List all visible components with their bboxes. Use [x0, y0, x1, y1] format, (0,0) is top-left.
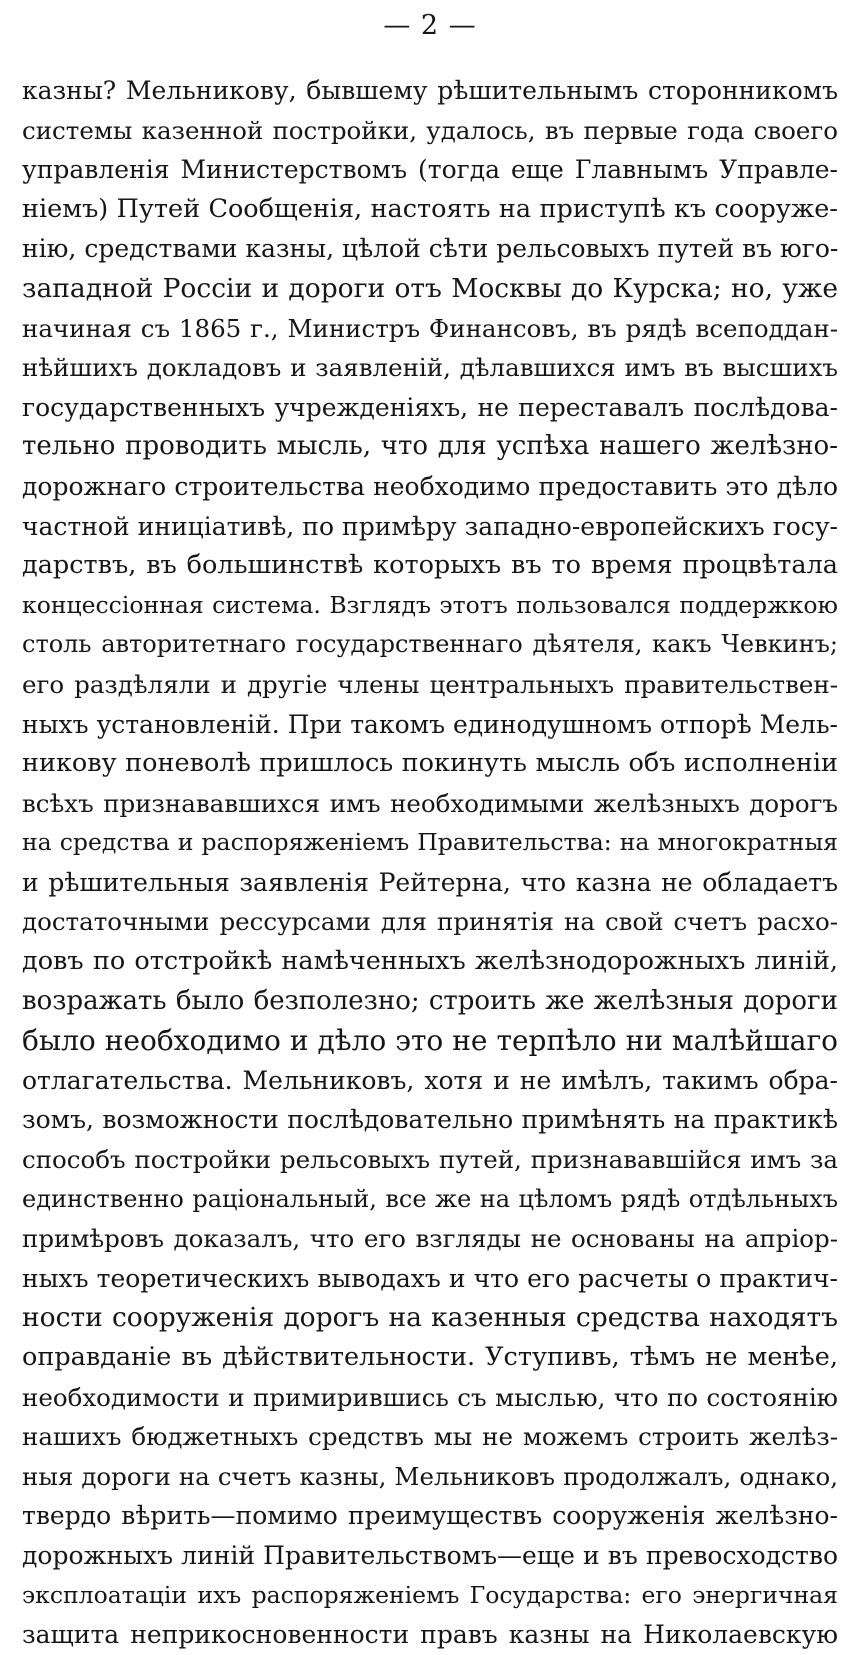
- text-line: системы казенной постройки, удалось, въ первые года своего: [22, 115, 838, 145]
- text-line: примѣровъ доказалъ, что его взгляды не основаны на апріор-: [22, 1224, 838, 1254]
- text-line: твердо вѣрить—помимо преимуществъ сооруженія желѣзно-: [22, 1501, 838, 1531]
- text-line: единственно раціональный, все же на цѣломъ рядѣ отдѣльныхъ: [22, 1184, 838, 1213]
- text-line: ныхъ установленій. При такомъ единодушномъ отпорѣ Мель-: [22, 709, 838, 739]
- text-line: необходимости и примирившись съ мыслью, что по состоянію: [22, 1382, 838, 1412]
- text-line: защита неприкосновенности правъ казны на Николаевскую: [22, 1620, 838, 1650]
- text-line: начиная съ 1865 г., Министръ Финансовъ, въ рядѣ всеподдан-: [22, 313, 838, 343]
- text-line: ности сооруженія дорогъ на казенныя средства находятъ: [22, 1302, 838, 1334]
- text-line: дарствъ, въ большинствѣ которыхъ въ то время процвѣтала: [22, 550, 838, 581]
- text-line: концессіонная система. Взглядъ этотъ пользовался поддержкою: [22, 590, 838, 619]
- text-line: ныхъ теоретическихъ выводахъ и что его расчеты о практич-: [22, 1263, 838, 1293]
- text-line: всѣхъ признававшихся имъ необходимыми желѣзныхъ дорогъ: [22, 788, 838, 818]
- text-line: и рѣшительныя заявленія Рейтерна, что казна не обладаетъ: [22, 867, 838, 897]
- text-line: зомъ, возможности послѣдовательно примѣнять на практикѣ: [22, 1105, 838, 1135]
- text-line: тельно проводить мысль, что для успѣха нашего желѣзно-: [22, 431, 838, 462]
- text-line: управленія Министерствомъ (тогда еще Главнымъ Управле-: [22, 155, 838, 185]
- body-text: [22, 71, 838, 1655]
- text-line: дорожнаго строительства необходимо предоставить это дѣло: [22, 471, 838, 501]
- text-line: достаточными рессурсами для принятія на свой счетъ расхо-: [22, 907, 838, 937]
- text-line: никову поневолѣ пришлось покинуть мысль объ исполненіи: [22, 748, 838, 779]
- text-line: было необходимо и дѣло это не терпѣло ни малѣйшаго: [22, 1024, 838, 1058]
- text-line: ныя дороги на счетъ казны, Мельниковъ продолжалъ, однако,: [22, 1461, 838, 1491]
- text-line: столь авторитетнаго государственнаго дѣятеля, какъ Чевкинъ;: [22, 630, 838, 659]
- text-line: возражать было безполезно; строить же желѣзныя дороги: [22, 985, 838, 1016]
- text-line: эксплоатаціи ихъ распоряженіемъ Государства: его энергичная: [22, 1580, 838, 1609]
- text-line: нашихъ бюджетныхъ средствъ мы не можемъ строить желѣз-: [22, 1422, 838, 1452]
- text-line: нѣйшихъ докладовъ и заявленій, дѣлавшихся имъ въ высшихъ: [22, 353, 838, 383]
- text-line: нію, средствами казны, цѣлой сѣти рельсовыхъ путей въ юго-: [22, 234, 838, 264]
- text-line: государственныхъ учрежденіяхъ, не переставалъ послѣдова-: [22, 392, 838, 422]
- text-line: довъ по отстройкѣ намѣченныхъ желѣзнодорожныхъ линій,: [22, 946, 838, 977]
- text-line: способъ постройки рельсовыхъ путей, признававшійся имъ за: [22, 1145, 838, 1175]
- text-line: западной Россіи и дороги отъ Москвы до Курска; но, уже: [22, 272, 838, 304]
- text-line: оправданіе въ дѣйствительности. Уступивъ, тѣмъ не менѣе,: [22, 1342, 838, 1372]
- text-line: ніемъ) Путей Сообщенія, настоять на приступѣ къ сооруже-: [22, 193, 838, 224]
- text-line: его раздѣляли и другіе члены центральныхъ правительствен-: [22, 669, 838, 699]
- text-line: дорожныхъ линій Правительствомъ—еще и въ превосходство: [22, 1540, 838, 1570]
- page-number: — 2 —: [383, 10, 477, 41]
- text-line: казны? Мельникову, бывшему рѣшительнымъ сторонникомъ: [22, 76, 838, 105]
- text-line: на средства и распоряженіемъ Правительства: на многократныя: [22, 828, 838, 857]
- text-line: отлагательства. Мельниковъ, хотя и не имѣлъ, такимъ обра-: [22, 1065, 838, 1095]
- text-line: частной иниціативѣ, по примѣру западно-европейскихъ госу-: [22, 511, 838, 541]
